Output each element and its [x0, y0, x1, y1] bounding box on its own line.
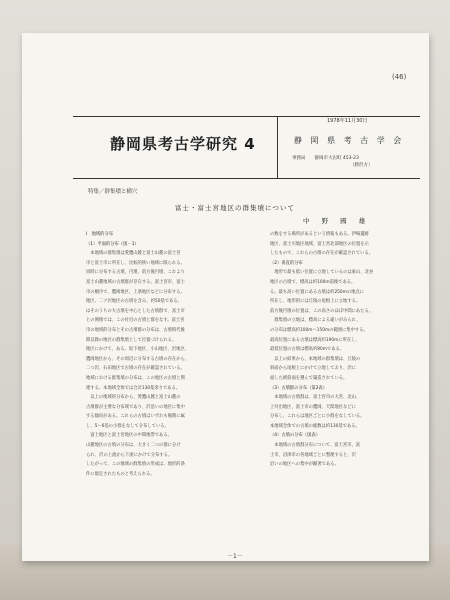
body-text-line: し、5～6基の小群をなして分布している。: [86, 423, 169, 429]
body-text-line: 山麓地区の古墳の分布は、大きく二つの群に分け: [86, 443, 181, 449]
body-text-line: られ、沢の上流から下流にかけて分布する。: [86, 452, 173, 458]
body-text-line: 地区、二ツ沢地区の古墳を含み、約50基である。: [86, 299, 182, 305]
left-column: [86, 230, 236, 560]
header-divider: [277, 116, 278, 178]
article-title: 富士・富士宮地区の群集墳について: [175, 204, 295, 212]
body-text-line: したもので、これらの古墳の存在が確認されている。: [270, 251, 374, 257]
document-page: [22, 33, 429, 561]
body-text-line: 二つ沢、石田地区で古墳の存在が確認されている。: [86, 366, 185, 372]
body-text-line: る。最も高い位置にある古墳は約250mの地点に: [270, 289, 365, 295]
body-text-line: 所在し、地形的には丘陵の尾根上に立地する。: [270, 299, 361, 305]
body-text-line: 前方後円墳の位置は、この高さのほぼ中間にあたる。: [270, 308, 374, 314]
body-text-line: 本地域の古墳群分布について、富士宮市、富: [270, 443, 361, 449]
body-text-line: との関係では、この付近の古墳と群をなす。富士宮: [86, 318, 185, 324]
body-text-line: 士市、沼津市の各地域ごとに整理すると、沢: [270, 452, 356, 458]
body-text-line: 地区にかけて、ある。坂下地区、小山地区、沢地区、: [86, 347, 190, 353]
body-text-line: 本地域の群集墳は愛鷹山麓と富士山麓の富士宮: [86, 251, 181, 257]
header-rule-bottom: [73, 178, 420, 179]
body-text-line: 富士地区と富士宮地区の中間地帯である。: [86, 433, 172, 439]
header-rule-top: [73, 116, 420, 117]
section-heading: （2）垂直的分布: [270, 260, 303, 266]
body-text-line: 本地域の古墳群は、富士宮市の大宮、北山、: [270, 395, 361, 401]
journal-title: 静岡県考古学研究 4: [110, 135, 256, 153]
body-text-line: はそのうちの大古墳を中心とした古墳群で、富士市: [86, 308, 185, 314]
section-label: 特集／群集墳と横穴: [88, 189, 138, 195]
body-text-line: 期以降の地区の群集墳として位置づけられる。: [86, 337, 177, 343]
body-text-line: 沿いの地区への集中が顕著である。: [270, 462, 339, 468]
body-text-line: 市と富士市に所在し、比較的狭い地域に限られる。: [86, 260, 185, 266]
office-address: [292, 155, 412, 169]
body-text-line: 以上の結果から、本地域の群集墳は、丘陵の: [270, 356, 361, 362]
body-text-line: 市の順序で、鷹岡地区、上条地区などに分布する。: [86, 289, 185, 295]
body-text-line: 以上の地域的分布から、愛鷹山麓と富士山麓の: [86, 395, 181, 401]
body-text-line: する傾向がある。これらの古墳はいずれも後期に属: [86, 414, 185, 420]
body-text-line: 最低位置の古墳は標高約80mである。: [270, 347, 345, 353]
section-heading: （4）古墳の分布（図表）: [270, 433, 320, 439]
body-text-line: したがって、この地域の群集墳の形成は、地形的条: [86, 462, 185, 468]
body-text-line: 斜面から尾根上にかけて立地しており、沢に: [270, 366, 356, 372]
section-heading: （1）平面的分布（図－1）: [86, 241, 139, 247]
right-column: [270, 230, 420, 560]
body-text-line: 同時に分布する古墳、円墳、前方後円墳、これより: [86, 270, 185, 276]
page-footer: －1－: [227, 553, 243, 560]
society-name: 静 岡 県 考 古 学 会: [294, 136, 405, 145]
body-text-line: 面した緩斜面を選んで築造されている。: [270, 375, 348, 381]
office-line: 事務局 静岡市大岩町 453-23: [292, 156, 359, 161]
body-text-line: 富士山麓地域の古墳群が存在する。富士宮市、富士: [86, 279, 185, 285]
body-text-line: 最高位置にある古墳は標高約190mに所在し、: [270, 337, 360, 343]
publication-date: 1978年11月30日: [327, 118, 368, 124]
page-number-top: (46): [392, 73, 407, 81]
section-heading: Ⅰ 地域的分布: [86, 232, 114, 237]
body-text-line: 古墳群が主要な分布域であり、沢沿いの地区に集中: [86, 404, 185, 410]
body-text-line: 市の地域的分布とその古墳群の分布は、古墳時代後: [86, 327, 185, 333]
body-text-line: 本地域全体での古墳の総数は約130基である。: [270, 423, 360, 429]
section-heading: （3）古墳群の分布（第2表）: [270, 385, 328, 391]
office-line: （勝沢方）: [350, 163, 373, 168]
body-text-line: 地域における群集墳の分布は、この地区の古墳と関: [86, 375, 185, 381]
body-text-line: 地区の古墳で、標高は約100m前後である。: [270, 279, 356, 285]
body-text-line: 件に規定されたものと考えられる。: [86, 471, 155, 477]
body-text-line: 鷹岡地区から、その周辺に分布する古墳の存在から、: [86, 356, 190, 362]
body-text-line: の分布は標高約100m～150mの範囲に集中する。: [270, 327, 368, 333]
body-text-line: 上井出地区、富士市の鷹岡、天間地区などに: [270, 404, 356, 410]
body-text-line: 分布し、これらは地区ごとに小群をなしている。: [270, 414, 365, 420]
body-text-line: 群集墳の立地は、標高による違いがみられ、: [270, 318, 361, 324]
body-text-line: 連する。本地域全体では合計130基余りである。: [86, 385, 181, 391]
body-text-line: 地区、富士川地区地域、富士宮北部地区の位置を示: [270, 241, 369, 247]
body-text-line: の数をする場所があるという情報もある。伊場遺跡: [270, 232, 369, 237]
body-text-line: 地形で最も低い位置に立地しているのは東山、北谷: [270, 270, 374, 276]
author-name: 中 野 國 雄: [303, 217, 371, 225]
